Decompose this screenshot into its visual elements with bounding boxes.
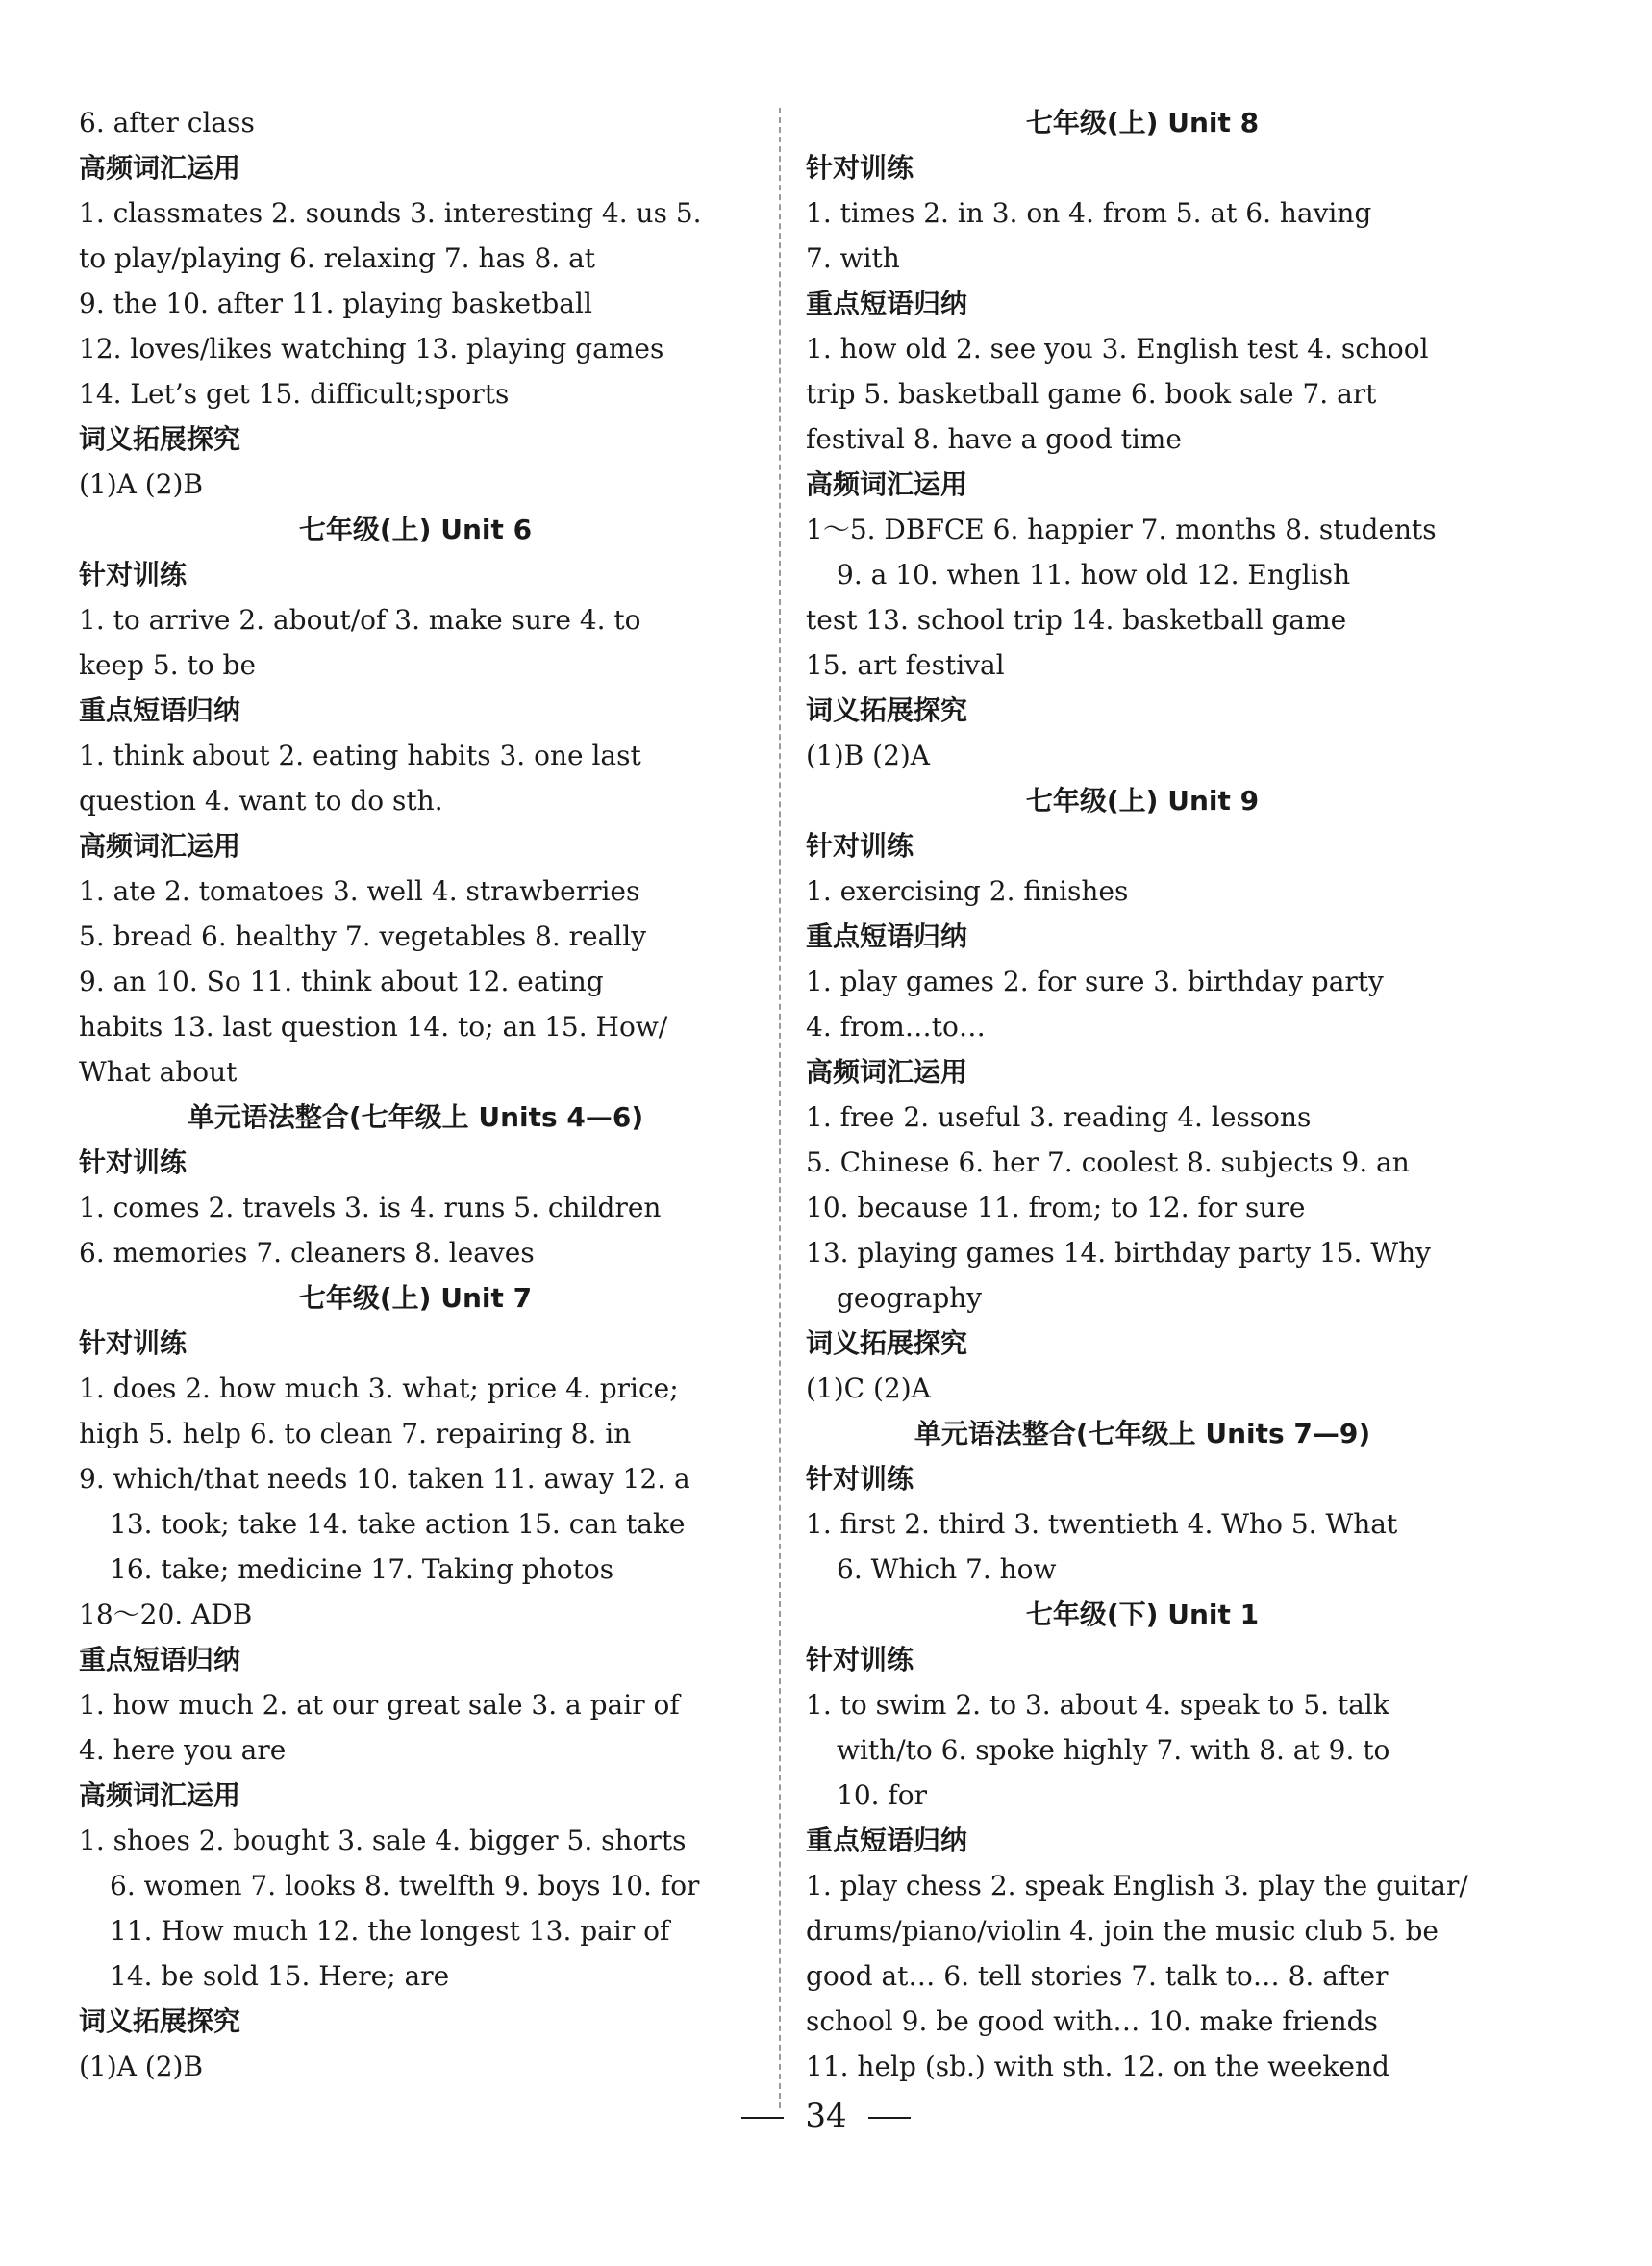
- section-heading: 高频词汇运用: [806, 468, 968, 500]
- section-heading: 词义拓展探究: [806, 694, 968, 726]
- section-heading: 针对训练: [79, 559, 188, 591]
- unit-title: 七年级(下) Unit 1: [1025, 1599, 1260, 1630]
- section-heading: 针对训练: [79, 1146, 188, 1178]
- answer-line: 1～5. DBFCE 6. happier 7. months 8. students: [806, 514, 1437, 545]
- answer-line: 1. first 2. third 3. twentieth 4. Who 5. What: [806, 1508, 1398, 1540]
- answer-line: 12. loves/likes watching 13. playing games: [79, 333, 664, 365]
- answer-line: 7. with: [806, 242, 900, 274]
- answer-line: 1. think about 2. eating habits 3. one last: [79, 740, 641, 771]
- answer-line: 6. women 7. looks 8. twelfth 9. boys 10. for: [110, 1870, 700, 1901]
- section-heading: 针对训练: [806, 1463, 914, 1495]
- section-heading: 高频词汇运用: [79, 152, 241, 184]
- answer-line: 11. How much 12. the longest 13. pair of: [110, 1915, 670, 1947]
- answer-line: school 9. be good with… 10. make friends: [806, 2005, 1378, 2037]
- answer-line: 1. exercising 2. finishes: [806, 875, 1129, 907]
- section-heading: 重点短语归纳: [806, 1825, 968, 1856]
- section-heading: 词义拓展探究: [79, 423, 241, 455]
- page-dash-left: [741, 2117, 784, 2119]
- unit-title: 七年级(上) Unit 8: [1025, 107, 1260, 138]
- answer-line: (1)C (2)A: [806, 1372, 931, 1404]
- section-heading: 高频词汇运用: [79, 1779, 241, 1811]
- answer-line: 1. how much 2. at our great sale 3. a pair of: [79, 1689, 680, 1721]
- answer-line: 1. play chess 2. speak English 3. play the guitar/: [806, 1870, 1468, 1901]
- answer-line: festival 8. have a good time: [806, 423, 1182, 455]
- answer-line: habits 13. last question 14. to; an 15. How/: [79, 1011, 668, 1043]
- answer-line: drums/piano/violin 4. join the music club 5. be: [806, 1915, 1439, 1947]
- answer-line: 1. times 2. in 3. on 4. from 5. at 6. having: [806, 197, 1372, 229]
- section-heading: 词义拓展探究: [806, 1327, 968, 1359]
- answer-line: test 13. school trip 14. basketball game: [806, 604, 1347, 636]
- answer-line: 15. art festival: [806, 649, 1005, 681]
- answer-line: 11. help (sb.) with sth. 12. on the weekend: [806, 2051, 1389, 2082]
- answer-line: 1. play games 2. for sure 3. birthday party: [806, 966, 1384, 997]
- answer-line: 16. take; medicine 17. Taking photos: [110, 1553, 614, 1585]
- answer-line: (1)A (2)B: [79, 2051, 204, 2082]
- section-heading: 词义拓展探究: [79, 2005, 241, 2037]
- page-dash-right: [868, 2117, 911, 2119]
- answer-line: 1. comes 2. travels 3. is 4. runs 5. children: [79, 1192, 662, 1223]
- answer-line: 9. the 10. after 11. playing basketball: [79, 288, 592, 319]
- answer-line: 6. after class: [79, 107, 255, 138]
- section-heading: 重点短语归纳: [79, 1644, 241, 1675]
- answer-line: 1. ate 2. tomatoes 3. well 4. strawberries: [79, 875, 640, 907]
- answer-line: 14. be sold 15. Here; are: [110, 1960, 450, 1992]
- answer-line: What about: [79, 1056, 238, 1088]
- section-heading: 高频词汇运用: [806, 1056, 968, 1088]
- answer-line: 1. free 2. useful 3. reading 4. lessons: [806, 1101, 1312, 1133]
- answer-line: high 5. help 6. to clean 7. repairing 8. in: [79, 1418, 632, 1449]
- answer-line: 5. bread 6. healthy 7. vegetables 8. really: [79, 920, 647, 952]
- unit-title: 七年级(上) Unit 7: [298, 1282, 533, 1314]
- answer-line: 14. Let’s get 15. difficult;sports: [79, 378, 510, 410]
- answer-line: keep 5. to be: [79, 649, 257, 681]
- page-number-text: 34: [805, 2097, 847, 2135]
- answer-line: 4. from…to…: [806, 1011, 986, 1043]
- unit-title: 单元语法整合(七年级上 Units 4—6): [187, 1101, 644, 1133]
- section-heading: 针对训练: [806, 830, 914, 862]
- answer-line: 13. took; take 14. take action 15. can take: [110, 1508, 686, 1540]
- answer-line: 10. because 11. from; to 12. for sure: [806, 1192, 1306, 1223]
- right-column: [806, 100, 1479, 2089]
- answer-line: (1)A (2)B: [79, 468, 204, 500]
- answer-line: 6. memories 7. cleaners 8. leaves: [79, 1237, 535, 1269]
- section-heading: 重点短语归纳: [79, 694, 241, 726]
- answer-line: 18～20. ADB: [79, 1599, 253, 1630]
- answer-line: 1. does 2. how much 3. what; price 4. price;: [79, 1372, 679, 1404]
- answer-line: 1. how old 2. see you 3. English test 4. school: [806, 333, 1429, 365]
- answer-line: 6. Which 7. how: [837, 1553, 1057, 1585]
- answer-line: question 4. want to do sth.: [79, 785, 443, 817]
- unit-title: 七年级(上) Unit 6: [298, 514, 533, 545]
- column-divider: [779, 108, 781, 2108]
- answer-line: 5. Chinese 6. her 7. coolest 8. subjects 9. an: [806, 1146, 1410, 1178]
- answer-line: 1. to arrive 2. about/of 3. make sure 4. to: [79, 604, 641, 636]
- unit-title: 七年级(上) Unit 9: [1025, 785, 1260, 817]
- left-column: [79, 100, 752, 2089]
- answer-line: 1. to swim 2. to 3. about 4. speak to 5. talk: [806, 1689, 1389, 1721]
- section-heading: 高频词汇运用: [79, 830, 241, 862]
- page-number: [0, 2097, 1652, 2135]
- answer-line: geography: [837, 1282, 983, 1314]
- unit-title: 单元语法整合(七年级上 Units 7—9): [914, 1418, 1371, 1449]
- answer-line: 4. here you are: [79, 1734, 287, 1766]
- answer-line: 13. playing games 14. birthday party 15. Why: [806, 1237, 1431, 1269]
- section-heading: 重点短语归纳: [806, 288, 968, 319]
- answer-line: 9. a 10. when 11. how old 12. English: [837, 559, 1351, 591]
- answer-line: trip 5. basketball game 6. book sale 7. art: [806, 378, 1377, 410]
- answer-line: (1)B (2)A: [806, 740, 931, 771]
- answer-line: with/to 6. spoke highly 7. with 8. at 9. to: [837, 1734, 1390, 1766]
- answer-line: good at… 6. tell stories 7. talk to… 8. after: [806, 1960, 1389, 1992]
- answer-line: 1. shoes 2. bought 3. sale 4. bigger 5. shorts: [79, 1825, 687, 1856]
- answer-line: 1. classmates 2. sounds 3. interesting 4. us 5.: [79, 197, 702, 229]
- answer-line: 10. for: [837, 1779, 928, 1811]
- section-heading: 针对训练: [806, 152, 914, 184]
- section-heading: 针对训练: [79, 1327, 188, 1359]
- answer-line: to play/playing 6. relaxing 7. has 8. at: [79, 242, 596, 274]
- answer-line: 9. an 10. So 11. think about 12. eating: [79, 966, 604, 997]
- section-heading: 针对训练: [806, 1644, 914, 1675]
- section-heading: 重点短语归纳: [806, 920, 968, 952]
- answer-line: 9. which/that needs 10. taken 11. away 12. a: [79, 1463, 690, 1495]
